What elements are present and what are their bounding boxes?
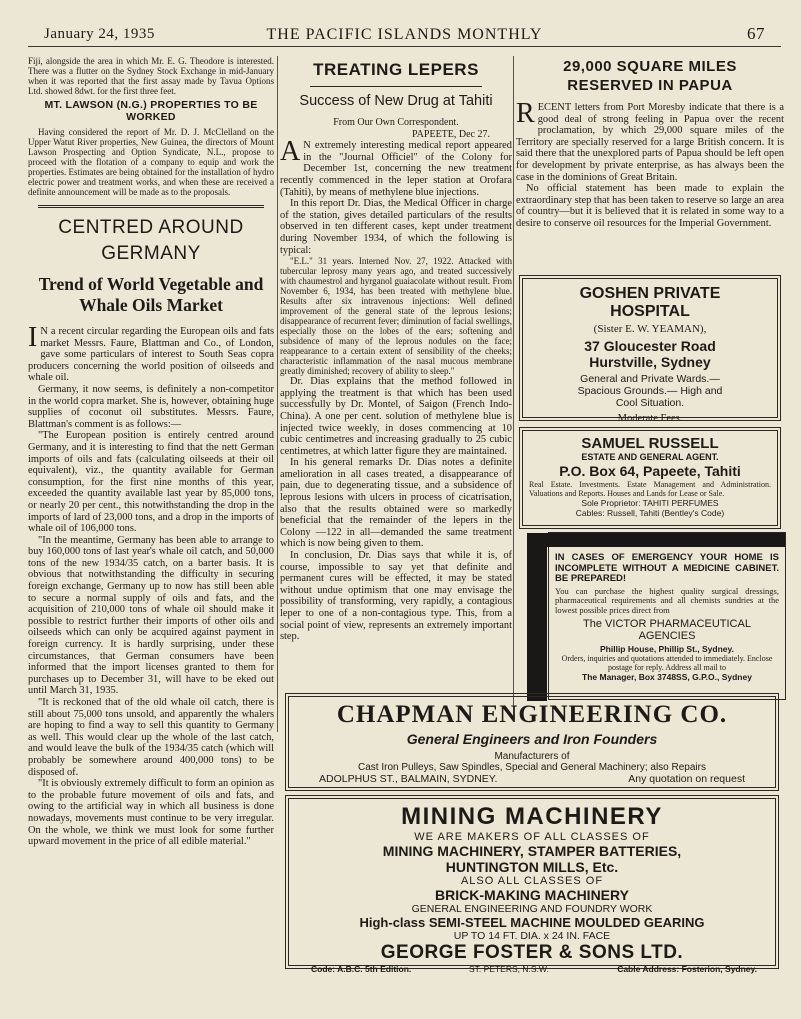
lepers-paragraph-3: Dr. Dias explains that the method followed in applying the treatment is that which has been used successfully by Dr. Montel, of Saigon (French Indo-China). A one per cent. solution of methylene blue is injected twice weekly, in doses commencing at 10 cubic centimetres and increasing gradually to 25 cubic centimetres, at which latter figure they are maintained. xyxy=(280,376,512,457)
lepers-paragraph-1: N extremely interesting medical report appeared in the "Journal Officiel" of the Colony for December 1st, concerning the new treatment recently commenced in the leper station at Orofara (Tahiti), by means of methylene blue injections. xyxy=(280,140,512,198)
papua-headline-1: 29,000 SQUARE MILES xyxy=(563,58,737,75)
russell-box: P.O. Box 64, Papeete, Tahiti xyxy=(559,463,741,479)
section-rule xyxy=(38,205,264,208)
mining-line-5: BRICK-MAKING MACHINERY xyxy=(435,887,629,903)
germany-paragraph-5: "It is reckoned that of the old whale oil catch, there is still about 75,000 tons unsold, and apparently the whalers are hoping to find a way to sell this quantity to Germany as well. This would clear up the whole of the last catch, and would leave the bulk of the 1934/35 catch (which will probably be somewhere around 400,000 tons) to be disposed of. xyxy=(28,697,274,778)
papua-paragraph-1: ECENT letters from Port Moresby indicate that there is a good deal of strong feeling in Papua over the recent proclamation, by which 29,000 square miles of the Territory are specially reserved for a large British concern. It is said there that the unexplored parts of Papua should be left open for development by private enterprise, as has always been the case in the dominions of Great Britain. xyxy=(516,102,784,183)
mining-line-6: GENERAL ENGINEERING AND FOUNDRY WORK xyxy=(411,903,653,915)
mining-line-2: MINING MACHINERY, STAMPER BATTERIES, xyxy=(382,843,682,859)
centred-headline-1: CENTRED AROUND xyxy=(58,217,244,238)
drop-cap: I xyxy=(28,322,38,353)
russell-services: Real Estate. Investments. Estate Management and Administration. Valuations and Reports. Houses and Lands for Lease or Sale. xyxy=(529,480,771,498)
foster-address: ST. PETERS, N.S.W. xyxy=(469,964,549,974)
papua-headline-2: RESERVED IN PAPUA xyxy=(567,77,733,94)
russell-name: SAMUEL RUSSELL xyxy=(581,435,719,452)
mining-line-7: High-class SEMI-STEEL MACHINE MOULDED GEARING xyxy=(359,915,705,930)
lepers-subheadline: Success of New Drug at Tahiti xyxy=(299,93,493,109)
page-header xyxy=(28,22,781,48)
column-right-article xyxy=(516,56,784,276)
goshen-name-2: HOSPITAL xyxy=(610,303,690,320)
lepers-case-report: "E.L." 31 years. Interned Nov. 27, 1922. Attacked with tubercular leprosy many years ago, and treated successively with chaumestrol and hyrganol guaiacolate without result. From November 6, 1934, has been treated with methylene blue. Results after six intravenous injections: Well defined improvement of the general state of the leprous lesions; disappearance of recurrent fever; diminution of facial swellings, especially those on the lobes of the ears; softening and subsidence of many of the leprous nodules on the face; reappearance to a certain extent of sensibility of the cheeks; characteristic inflammation of the nasal mucous membrane greatly diminished; recovery of ability to sleep." xyxy=(280,256,512,377)
decorative-bar xyxy=(527,533,785,547)
chapman-address: ADOLPHUS ST., BALMAIN, SYDNEY. xyxy=(319,773,498,785)
foster-name: GEORGE FOSTER & SONS LTD. xyxy=(380,942,684,963)
lawson-body: Having considered the report of Mr. D. J. McClelland on the Upper Watut River properties, New Guinea, the directors of Mount Lawson Prospecting and Option Syndicate, N.L., propose to proceed with the flotation of a company to equip and work the properties. Estimates are being obtained for the installation of hydro electric power and treatment works, and when these are received a definite announcement will be made as to the proposals. xyxy=(28,127,274,197)
ad-chapman-engineering xyxy=(288,696,776,788)
papua-paragraph-2: No official statement has been made to explain the extraordinary step that has been taken to reserve so large an area of country—but it is believed that it is related in some way to a desire to conserve oil resources for the Imperial Government. xyxy=(516,183,784,229)
chapman-products: Cast Iron Pulleys, Saw Spindles, Special and General Machinery; also Repairs xyxy=(358,762,706,773)
victor-address: Phillip House, Phillip St., Sydney. xyxy=(600,644,734,654)
lepers-paragraph-2: In this report Dr. Dias, the Medical Officer in charge of the station, gives detailed particulars of the results observed in ten different cases, kept under treatment during November 1934, of which the following is typical: xyxy=(280,198,512,256)
foster-code: Code: A.B.C. 5th Edition. xyxy=(311,964,412,974)
germany-paragraph-1: N a recent circular regarding the European oils and fats market Messrs. Faure, Blattman and Co., of London, gave some particulars of interest to South Seas copra producers concerning the world position of oilseeds and whale oil. xyxy=(28,326,274,384)
article-intro: Fiji, alongside the area in which Mr. E. G. Theodore is interested. There was a flutter on the Sydney Stock Exchange in mid-January when it was reported that the first assay made by Tavua Options Ltd. showed 8dwt. for the first three feet. xyxy=(28,56,274,96)
chapman-manufacturers: Manufacturers of xyxy=(494,751,570,762)
lepers-headline: TREATING LEPERS xyxy=(313,60,479,79)
ad-samuel-russell xyxy=(522,430,778,526)
publication-title: THE PACIFIC ISLANDS MONTHLY xyxy=(266,26,543,43)
trend-headline: Trend of World Vegetable and Whale Oils Market xyxy=(38,274,264,315)
header-rule xyxy=(28,46,781,47)
column-divider xyxy=(513,56,514,716)
germany-paragraph-3: "The European position is entirely centred around Germany, and it is interesting to find that the nett German imports of oils and fats (calculating oilseeds at their oil equivalent), viz., the quantity available for German consumption, for the first nine months of this year, exceeded the quantity available last year by 85,000 tons, or nearly 20 per cent., this notwithstanding the drop in the imports of lard of 23,000 tons, and a drop in the imports of whale oil of 106,000 tons. xyxy=(28,430,274,535)
goshen-address-2: Hurstville, Sydney xyxy=(589,354,711,370)
russell-role: ESTATE AND GENERAL AGENT. xyxy=(581,452,719,462)
mining-line-8: UP TO 14 FT. DIA. x 24 IN. FACE xyxy=(453,930,611,942)
ad-mining-machinery xyxy=(288,798,776,974)
decorative-bar xyxy=(527,533,547,701)
drop-cap: R xyxy=(516,98,535,129)
victor-name-1: The VICTOR PHARMACEUTICAL xyxy=(583,618,751,630)
lepers-paragraph-5: In conclusion, Dr. Dias says that while it is, of course, impossible to say yet that definite and permanent cures will be effected, it may be stated without undue optimism that one may envisage the possibility of transforming, very rapidly, a contagious leper to one of a non-contagious type. This, from a social point of view, represents an extremely important step. xyxy=(280,550,512,643)
victor-body: You can purchase the highest quality surgical dressings, pharmaceutical requirements and all chemists sundries at the lowest possible prices direct from xyxy=(555,585,779,615)
victor-name-2: AGENCIES xyxy=(638,630,696,642)
victor-manager: The Manager, Box 3748SS, G.P.O., Sydney xyxy=(582,672,752,682)
russell-cables: Cables: Russell, Tahiti (Bentley's Code) xyxy=(575,508,725,518)
goshen-desc-1: General and Private Wards.— xyxy=(580,373,720,385)
victor-orders: Orders, inquiries and quotations attended to immediately. Enclose postage for reply. Address all mail to xyxy=(561,654,773,672)
russell-proprietor: Sole Proprietor: TAHITI PERFUMES xyxy=(581,498,719,508)
goshen-name-1: GOSHEN PRIVATE xyxy=(579,285,721,302)
lepers-paragraph-4: In his general remarks Dr. Dias notes a definite amelioration in all cases treated, a disappearance of pain, due to degenerating tissue, and a subsidence of leprous lesions with ulcers in process of cicatrisation, also that the results obtained were so markedly beneficial that the remainder of the lepers in the Colony —122 in all—demanded the same treatment which is now being given to them. xyxy=(280,457,512,550)
germany-paragraph-6: "It is obviously extremely difficult to form an opinion as to the probable future movement of oils and fats, and owing to the artificial way in which all business is done nowadays, movements must continue to be very irregular. On the whole, we think we must look for some further upward movement in the price of all edible material." xyxy=(28,778,274,848)
column-middle xyxy=(280,56,512,718)
goshen-desc-3: Cool Situation. xyxy=(615,397,685,409)
lawson-headline: MT. LAWSON (N.G.) PROPERTIES TO BE WORKED xyxy=(44,99,258,123)
drop-cap: A xyxy=(280,136,301,168)
goshen-sister: (Sister E. W. YEAMAN), xyxy=(593,323,707,335)
goshen-desc-2: Spacious Grounds.— High and xyxy=(577,385,723,397)
dateline: PAPEETE, Dec 27. xyxy=(412,128,490,140)
victor-emergency: IN CASES OF EMERGENCY YOUR HOME IS INCOMPLETE WITHOUT A MEDICINE CABINET. BE PREPARED! xyxy=(555,552,779,584)
page-number: 67 xyxy=(747,24,765,43)
mining-line-1: WE ARE MAKERS OF ALL CLASSES OF xyxy=(414,831,650,843)
column-divider xyxy=(277,56,278,732)
mining-line-4: ALSO ALL CLASSES OF xyxy=(460,875,604,887)
chapman-name: CHAPMAN ENGINEERING CO. xyxy=(336,701,728,728)
correspondent-line: From Our Own Correspondent. xyxy=(333,117,459,128)
column-left xyxy=(28,56,274,1016)
centred-headline-2: GERMANY xyxy=(101,243,201,264)
goshen-address-1: 37 Gloucester Road xyxy=(584,338,716,354)
ad-goshen-hospital xyxy=(522,278,778,424)
foster-cable: Cable Address: Fosterion, Sydney. xyxy=(617,964,757,974)
issue-date: January 24, 1935 xyxy=(44,26,155,42)
ad-victor-pharmaceutical xyxy=(548,532,786,700)
chapman-subtitle: General Engineers and Iron Founders xyxy=(406,731,658,747)
headline-rule xyxy=(310,86,482,87)
goshen-fees: Moderate Fees. xyxy=(617,413,683,424)
chapman-quotation: Any quotation on request xyxy=(628,773,745,785)
germany-paragraph-2: Germany, it now seems, is definitely a non-competitor in the world copra market. She is, however, obtaining huge supplies of coconut oil substitutes. Messrs. Faure, Blattman's comment is as follows:— xyxy=(28,383,274,430)
germany-paragraph-4: "In the meantime, Germany has been able to arrange to buy 160,000 tons of last year's whale oil catch, and 50,000 tons of the new 1934/35 catch, on a barter basis. It is obvious that notwithstanding the difficulty in securing foreign exchange, Germany up to now has still been able to secure a normal supply of oils and fats, and the acquisition of 210,000 tons of whale oil should make it possible to restrict further their imports of other oils and oilseeds which can only be acquired against payment in foreign currency. It is hardly surprising, under these circumstances, that German consumers have been informed that the import licenses granted to them for purchases up to December 31, will have to be eked out until March 31, 1935. xyxy=(28,534,274,697)
mining-line-3: HUNTINGTON MILLS, Etc. xyxy=(445,859,619,875)
mining-headline: MINING MACHINERY xyxy=(401,803,663,830)
